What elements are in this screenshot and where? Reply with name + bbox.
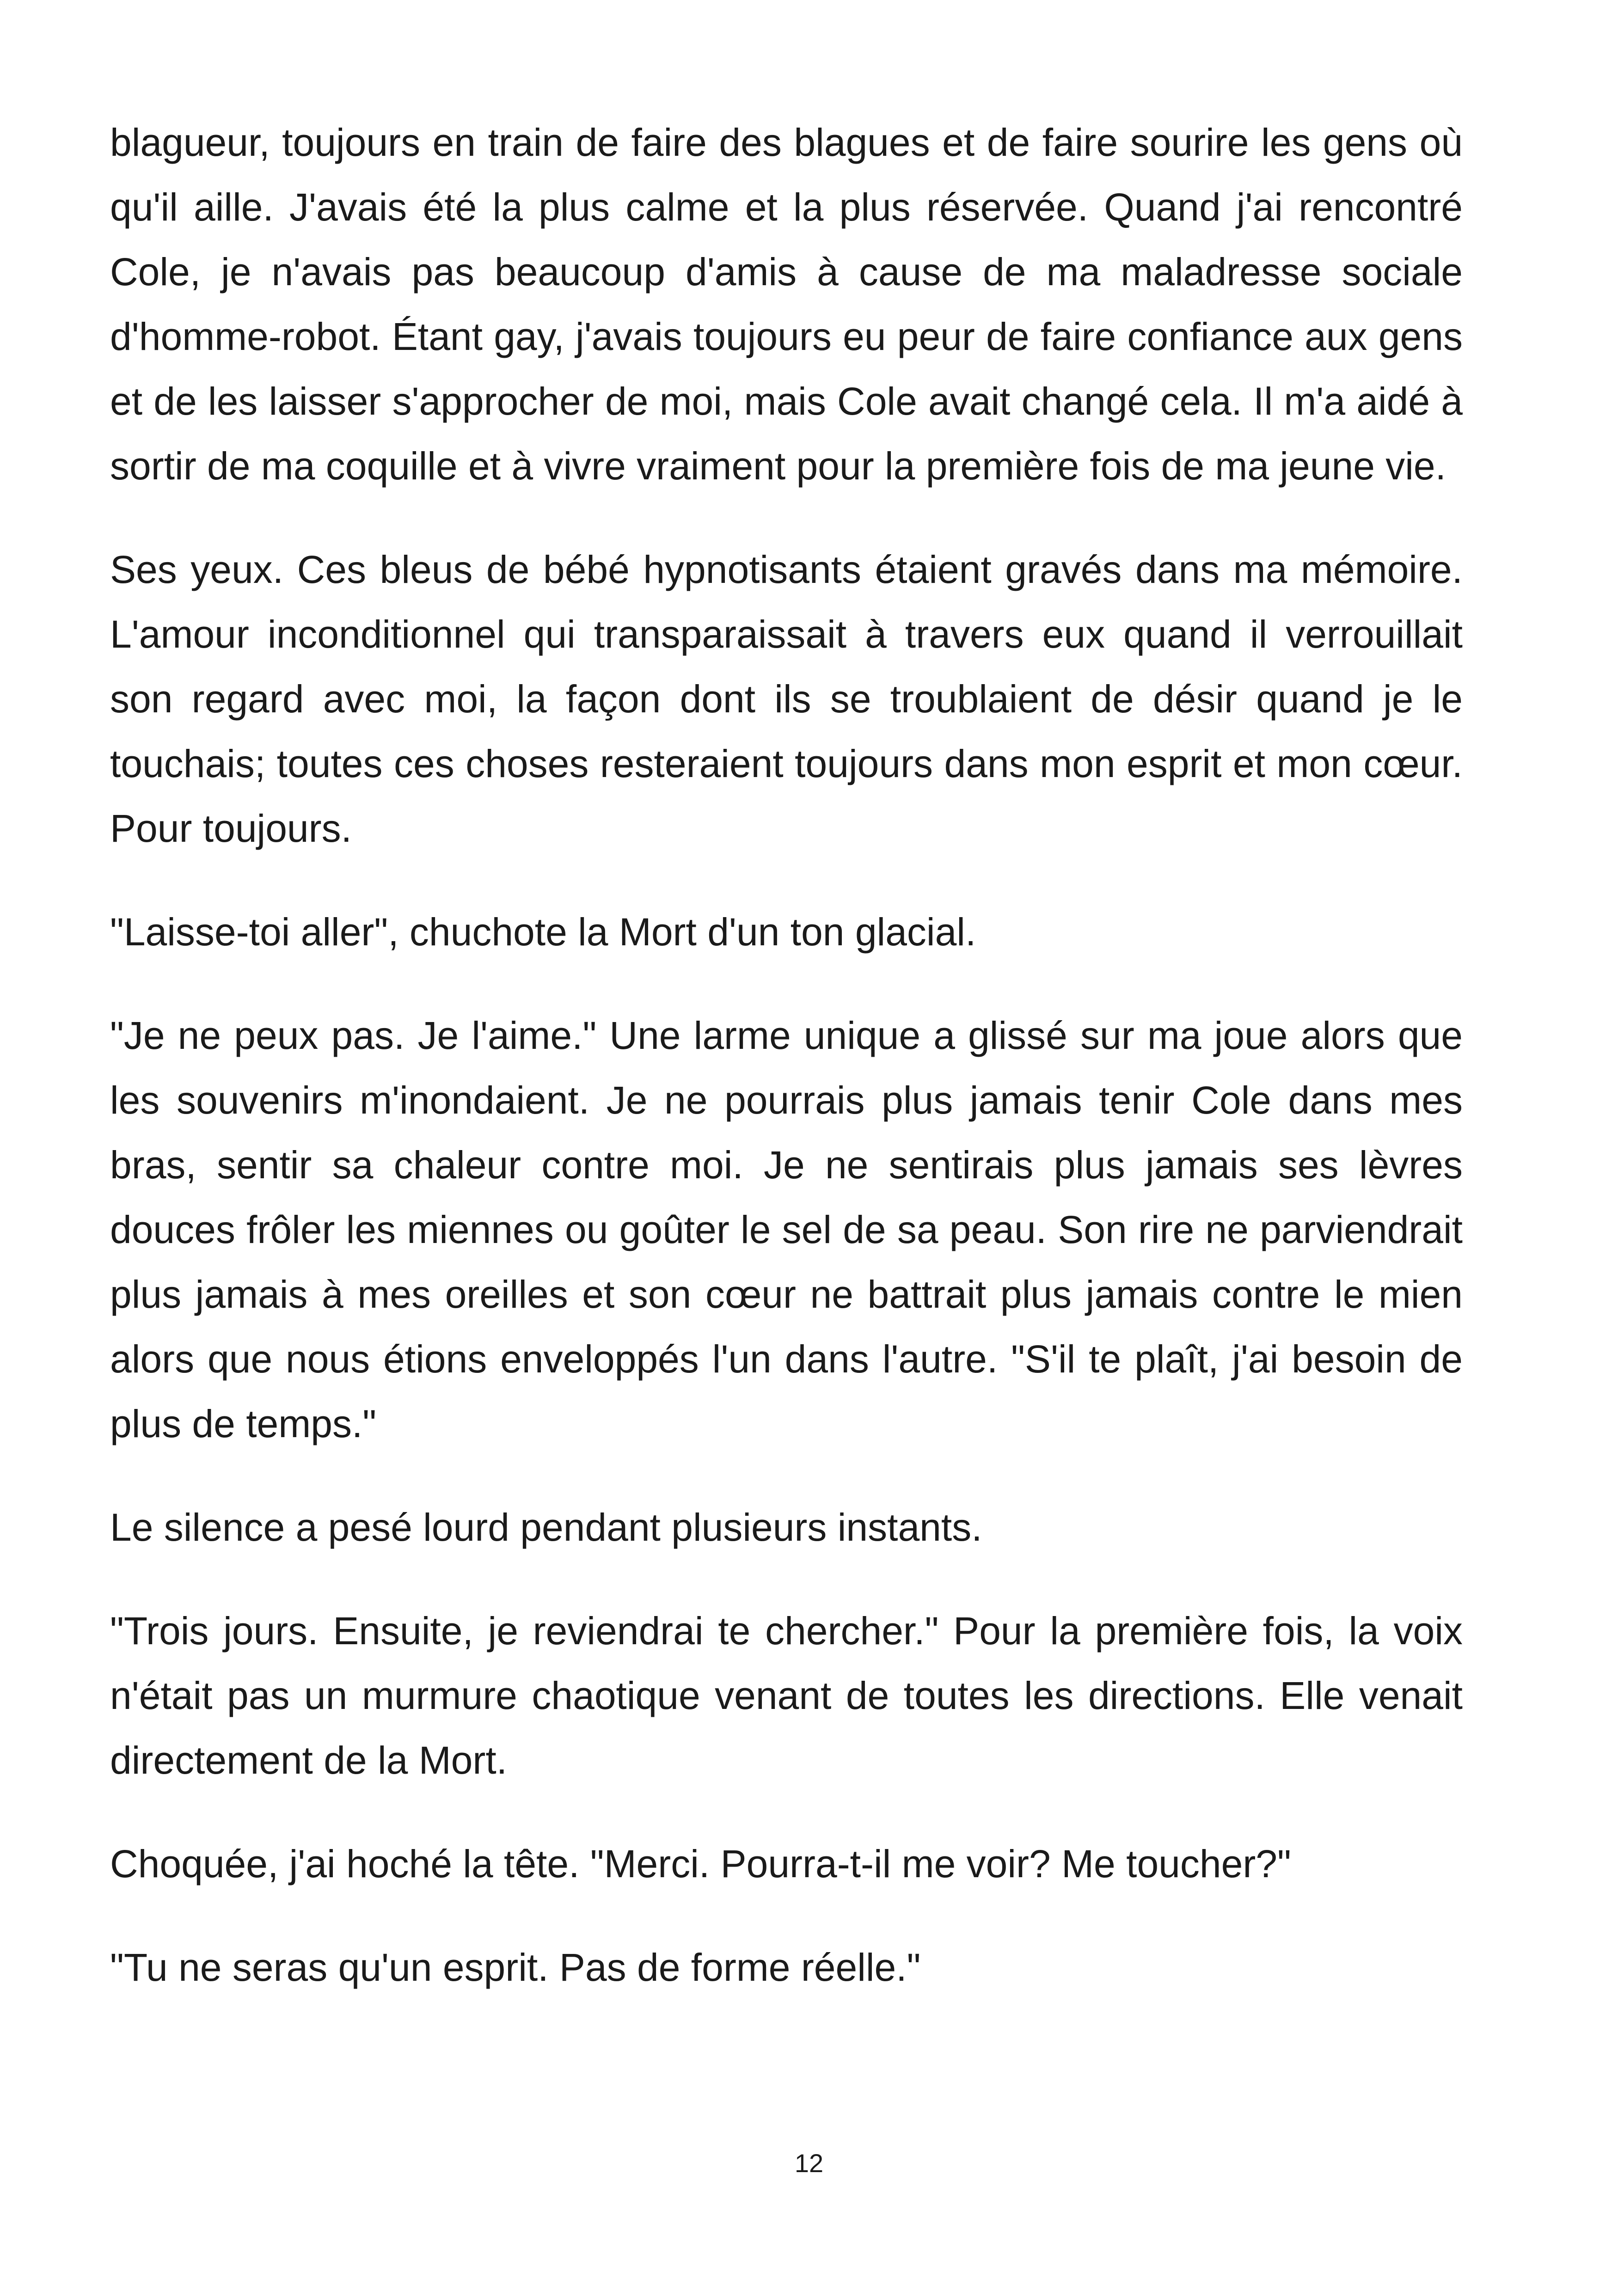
page-number: 12 — [794, 2149, 824, 2178]
paragraph-7: Choquée, j'ai hoché la tête. "Merci. Pourra-t-il me voir? Me toucher?" — [110, 1842, 1291, 1886]
paragraph-1: blagueur, toujours en train de faire des blagues et de faire sourire les gens où qu'il aille. J'avais été la plus calme et la plus réservée. Quand j'ai rencontré Cole, je n'avais pas beaucoup d'amis à cause de ma maladresse sociale d'homme-robot. Étant gay, j'avais toujours eu peur de faire confiance aux gens et de les laisser s'approcher de moi, mais Cole avait changé cela. Il m'a aidé à sortir de ma coquille et à vivre vraiment pour la première fois de ma jeune vie. — [110, 121, 1463, 488]
paragraph-4: "Je ne peux pas. Je l'aime." Une larme unique a glissé sur ma joue alors que les souvenirs m'inondaient. Je ne pourrais plus jamais tenir Cole dans mes bras, sentir sa chaleur contre moi. Je ne sentirais plus jamais ses lèvres douces frôler les miennes ou goûter le sel de sa peau. Son rire ne parviendrait plus jamais à mes oreilles et son cœur ne battrait plus jamais contre le mien alors que nous étions enveloppés l'un dans l'autre. "S'il te plaît, j'ai besoin de plus de temps." — [110, 1014, 1463, 1445]
paragraph-3: "Laisse-toi aller", chuchote la Mort d'un ton glacial. — [110, 910, 976, 954]
paragraph-8: "Tu ne seras qu'un esprit. Pas de forme réelle." — [110, 1946, 921, 1989]
paragraph-5: Le silence a pesé lourd pendant plusieurs instants. — [110, 1506, 982, 1549]
paragraph-2: Ses yeux. Ces bleus de bébé hypnotisants étaient gravés dans ma mémoire. L'amour inconditionnel qui transparaissait à travers eux quand il verrouillait son regard avec moi, la façon dont ils se troublaient de désir quand je le touchais; toutes ces choses resteraient toujours dans mon esprit et mon cœur. Pour toujours. — [110, 548, 1463, 850]
paragraph-6: "Trois jours. Ensuite, je reviendrai te chercher." Pour la première fois, la voix n'était pas un murmure chaotique venant de toutes les directions. Elle venait directement de la Mort. — [110, 1609, 1463, 1782]
body-text — [110, 110, 1463, 2039]
